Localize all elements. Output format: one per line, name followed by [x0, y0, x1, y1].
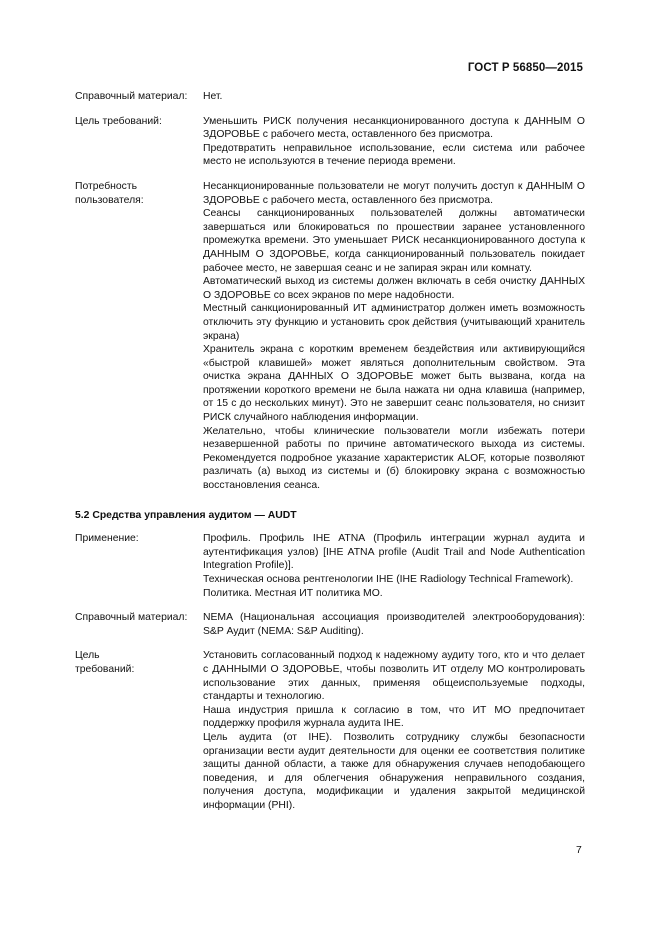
- application-paragraph: Политика. Местная ИТ политика МО.: [203, 587, 383, 599]
- need-paragraph: Несанкционированные пользователи не могут получить доступ к ДАННЫМ О ЗДОРОВЬЕ с рабочего места, оставленного без присмотра.: [203, 180, 585, 206]
- reference-label: Справочный материал:: [75, 91, 188, 102]
- need-paragraph: Хранитель экрана с коротким временем бездействия или активирующийся «быстрой клавишей» может являться дополнительным свойством. Эта очистка экрана ДАННЫХ О ЗДОРОВЬЕ может быть вызвана, когда на протяжении короткого времени не была нажата ни одна клавиша (например, от 15 с до нескольких минут). Это не завершит сеанс пользователя, но снизит РИСК случайного наблюдения информации.: [203, 344, 585, 424]
- standard-number: ГОСТ Р 56850—2015: [467, 62, 583, 74]
- section-heading: 5.2 Средства управления аудитом — AUDT: [75, 509, 297, 521]
- block1-reference-row: [75, 90, 585, 104]
- need-paragraph: Сеансы санкционированных пользователей должны автоматически завершаться или блокироваться по прошествии заранее установленного промежутка времени. Это уменьшает РИСК несанкционированного доступа к ДАННЫМ О ЗДОРОВЬЕ, когда санкционированный пользователь покидает рабочее место, не завершая сеанс и не запирая экран или комнату.: [203, 208, 585, 274]
- need-label: Потребность пользователя:: [75, 180, 144, 206]
- goal-paragraph: Уменьшить РИСК получения несанкционированного доступа к ДАННЫМ О ЗДОРОВЬЕ с рабочего места, оставленного без присмотра.: [203, 115, 585, 141]
- goal-label: Цель требований:: [75, 115, 162, 127]
- block1-goal-row: [75, 115, 585, 169]
- section-reference-row: [75, 611, 585, 638]
- application-label: Применение:: [75, 533, 139, 545]
- application-paragraph: Техническая основа рентгенологии IHE (IHE Radiology Technical Framework).: [203, 574, 574, 585]
- need-paragraph: Местный санкционированный ИТ администратор должен иметь возможность отключить эту функцию и установить срок действия (учитывающий хранитель экрана): [203, 303, 585, 342]
- goal-paragraph: Установить согласованный подход к надежному аудиту того, кто и что делает с ДАННЫМИ О ЗДОРОВЬЕ, чтобы позволить ИТ отделу МО контролировать использование этих данных, применяя общеиспользуемые подходы, стандарты и технологию.: [203, 650, 585, 703]
- application-row: [75, 532, 585, 600]
- need-paragraph: Автоматический выход из системы должен включать в себя очистку ДАННЫХ О ЗДОРОВЬЕ со всех экранов по мере надобности.: [203, 276, 585, 301]
- reference-value: Нет.: [203, 91, 223, 102]
- page-content: [75, 90, 585, 824]
- page-number: 7: [576, 845, 582, 856]
- block1-need-row: [75, 180, 585, 493]
- application-paragraph: Профиль. Профиль IHE ATNA (Профиль интеграции журнал аудита и аутентификация узлов) [IHE ATNA profile (Audit Trail and Node Authentication Integration Profile)].: [203, 533, 585, 572]
- goal-label: Цель требований:: [75, 650, 135, 675]
- section-goal-row: [75, 649, 585, 812]
- goal-paragraph: Предотвратить неправильное использование, если система или рабочее место не используются в течение периода времени.: [203, 142, 585, 168]
- need-paragraph: Желательно, чтобы клинические пользователи могли избежать потери незавершенной работы по причине автоматического выхода из системы. Рекомендуется подробное указание характеристик ALOF, которые позволяют различать (а) выход из системы и (б) блокировку экрана с возможностью восстановления сеанса.: [203, 425, 585, 492]
- reference-paragraph: NEMA (Национальная ассоциация производителей электрооборудования): S&P Аудит (NEMA: S&P Auditing).: [203, 612, 585, 637]
- reference-label: Справочный материал:: [75, 612, 188, 624]
- goal-paragraph: Цель аудита (от IHE). Позволить сотруднику службы безопасности организации вести аудит деятельности для оценки ее соответствия политике защиты данной области, а также для обнаружения случаев неподобающего поведения, и для облегчения обнаружения неправильного создания, получения доступа, модификации и удаления закрытой медицинской информации (PHI).: [203, 731, 585, 811]
- goal-paragraph: Наша индустрия пришла к согласию в том, что ИТ МО предпочитает поддержку профиля журнала аудита IHE.: [203, 704, 585, 730]
